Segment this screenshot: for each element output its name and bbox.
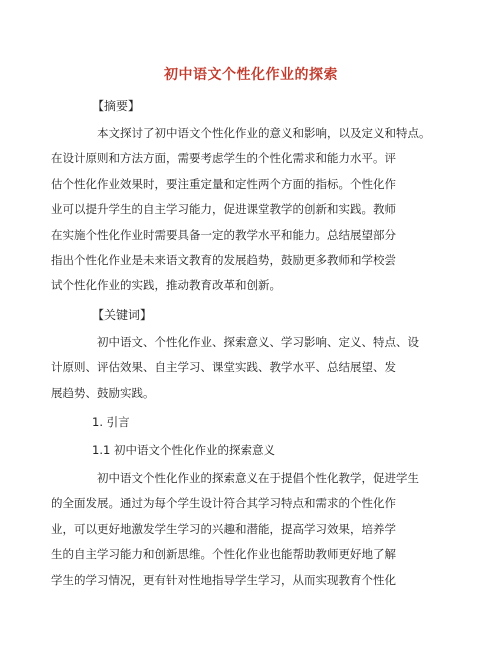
body-line: 业，可以更好地激发学生学习的兴趣和潜能，提高学习效果，培养学 bbox=[51, 521, 396, 536]
abstract-line: 在设计原则和方法方面，需要考虑学生的个性化需求和能力水平。评 bbox=[51, 151, 396, 166]
body-line: 初中语文个性化作业的探索意义在于提倡个性化教学，促进学生 bbox=[97, 471, 419, 485]
section-heading-introduction: 1. 引言 bbox=[92, 415, 130, 429]
abstract-line: 试个性化作业的实践，推动教育改革和创新。 bbox=[51, 278, 281, 293]
abstract-line: 估个性化作业效果时，要注重定量和定性两个方面的指标。个性化作 bbox=[51, 176, 396, 191]
abstract-line: 在实施个性化作业时需要具备一定的教学水平和能力。总结展望部分 bbox=[51, 227, 396, 242]
abstract-heading: 【摘要】 bbox=[92, 99, 141, 113]
keywords-heading: 【关键词】 bbox=[92, 308, 153, 322]
subsection-heading: 1.1 初中语文个性化作业的探索意义 bbox=[92, 443, 275, 457]
abstract-line: 业可以提升学生的自主学习能力，促进课堂教学的创新和实践。教师 bbox=[51, 202, 396, 217]
abstract-line: 指出个性化作业是未来语文教育的发展趋势，鼓励更多教师和学校尝 bbox=[51, 253, 396, 268]
keywords-line: 初中语文、个性化作业、探索意义、学习影响、定义、特点、设 bbox=[97, 335, 419, 349]
abstract-line: 本文探讨了初中语文个性化作业的意义和影响，以及定义和特点。 bbox=[97, 126, 431, 140]
body-line: 学生的学习情况，更有针对性地指导学生学习，从而实现教育个性化 bbox=[51, 572, 396, 587]
document-title: 初中语文个性化作业的探索 bbox=[164, 67, 338, 83]
abstract-paragraph bbox=[51, 121, 444, 299]
keywords-line: 展趋势、鼓励实践。 bbox=[51, 385, 155, 400]
body-paragraph bbox=[51, 466, 444, 593]
body-line: 生的自主学习能力和创新思维。个性化作业也能帮助教师更好地了解 bbox=[51, 547, 396, 562]
body-line: 的全面发展。通过为每个学生设计符合其学习特点和需求的个性化作 bbox=[51, 496, 396, 511]
keywords-paragraph bbox=[51, 330, 444, 406]
keywords-line: 计原则、评估效果、自主学习、课堂实践、教学水平、总结展望、发 bbox=[51, 360, 396, 375]
